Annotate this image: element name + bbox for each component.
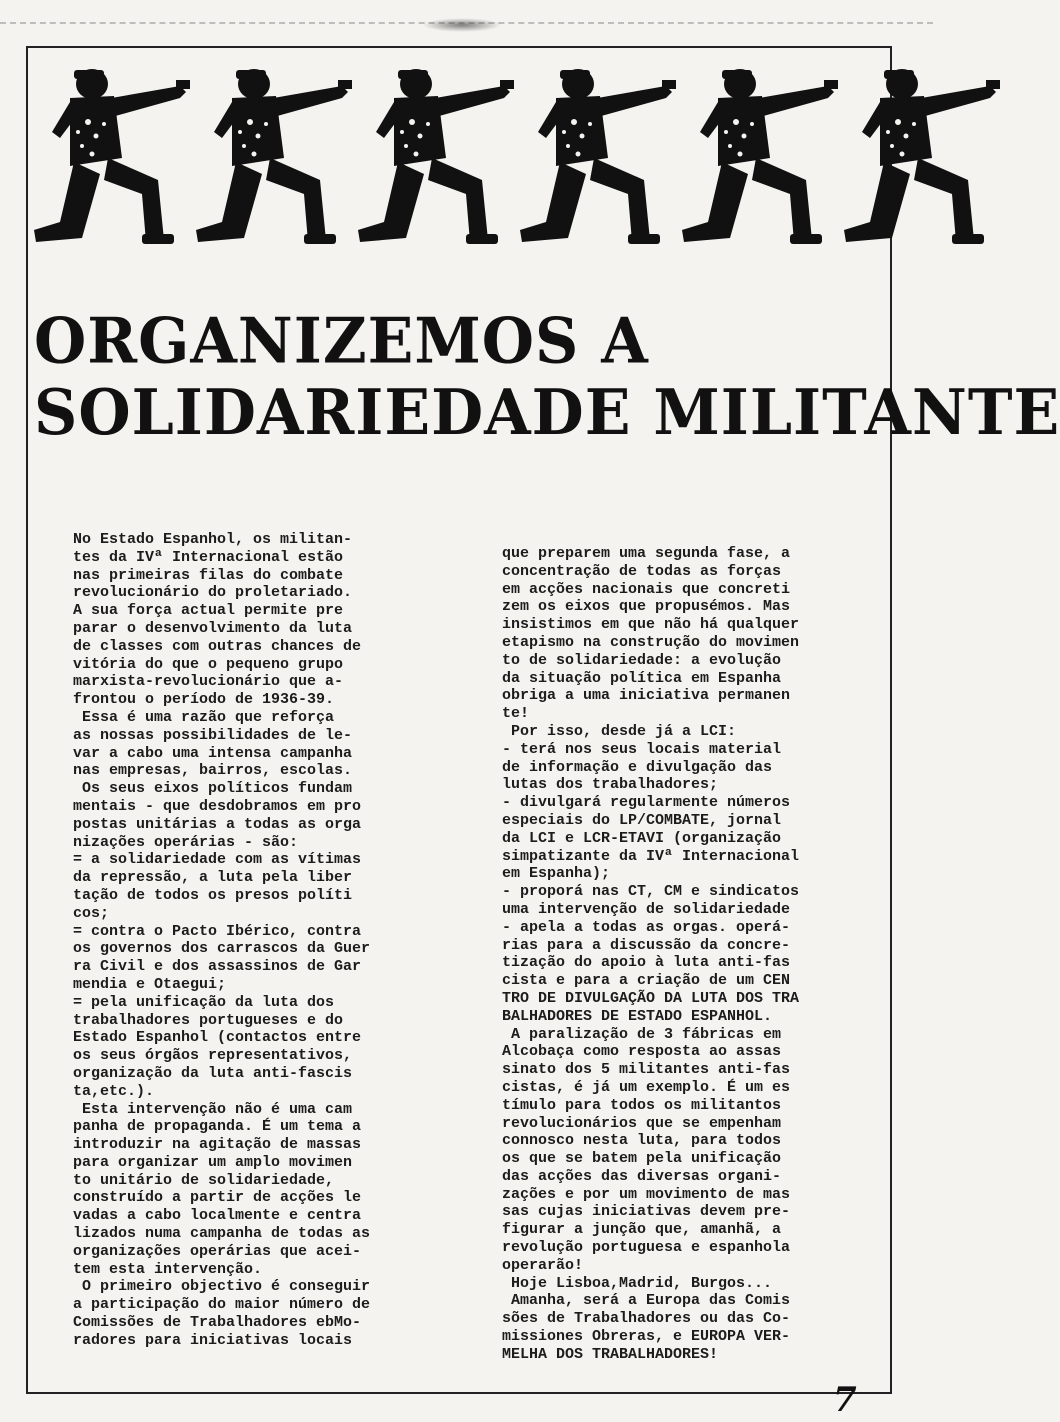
text-line: cistas, é já um exemplo. É um es [502, 1078, 791, 1096]
text-line: te! [502, 705, 530, 723]
text-line: construído a partir de acções le [73, 1189, 362, 1207]
text-line: nas empresas, bairros, escolas. [73, 762, 353, 780]
text-line: Por isso, desde já a LCI: [502, 722, 737, 740]
text-line: tização do apoio à luta anti-fas [502, 954, 791, 972]
text-line: sões de Trabalhadores ou das Co- [502, 1310, 791, 1328]
text-line: marxista-revolucionário que a- [73, 673, 344, 691]
text-line: ra Civil e dos assassinos de Gar [73, 958, 362, 976]
text-line: a participação do maior número de [73, 1296, 371, 1314]
headline-line-2: SOLIDARIEDADE MILITANTE [34, 376, 1060, 450]
text-line: - divulgará regularmente números [502, 794, 791, 812]
text-line: nas primeiras filas do combate [73, 566, 344, 584]
text-line: lizados numa campanha de todas as [73, 1225, 371, 1243]
text-line: introduzir na agitação de massas [73, 1136, 362, 1154]
text-line: revolução portuguesa e espanhola [502, 1239, 791, 1257]
text-line: etapismo na construção do movimen [502, 633, 800, 651]
text-line: vadas a cabo localmente e centra [73, 1207, 362, 1225]
text-line: concentração de todas as forças [502, 562, 782, 580]
text-line: Amanha, será a Europa das Comis [502, 1292, 791, 1310]
text-line: de informação e divulgação das [502, 758, 773, 776]
text-line: os que se batem pela unificação [502, 1150, 782, 1168]
text-line: Comissões de Trabalhadores ebMo- [73, 1314, 362, 1332]
text-line: zações e por um movimento de mas [502, 1185, 791, 1203]
text-line: nizações operárias - são: [73, 833, 299, 851]
text-line: missiones Obreras, e EUROPA VER- [502, 1328, 791, 1346]
kneeling-gunman-silhouette-icon [516, 62, 686, 247]
text-line: zem os eixos que propusémos. Mas [502, 598, 791, 616]
text-line: revolucionário do proletariado. [73, 584, 353, 602]
text-line: Alcobaça como resposta ao assas [502, 1043, 782, 1061]
text-line: postas unitárias a todas as orga [73, 815, 362, 833]
text-line: = contra o Pacto Ibérico, contra [73, 922, 362, 940]
text-line: mendia e Otaegui; [73, 975, 227, 993]
kneeling-gunman-silhouette-icon [354, 62, 524, 247]
text-line: Esta intervenção não é uma cam [73, 1100, 353, 1118]
text-line: lutas dos trabalhadores; [502, 776, 719, 794]
text-line: uma intervenção de solidariedade [502, 900, 791, 918]
text-line: radores para iniciativas locais [73, 1331, 353, 1349]
text-line: parar o desenvolvimento da luta [73, 619, 353, 637]
top-smudge [422, 18, 502, 32]
text-line: da situação política em Espanha [502, 669, 782, 687]
text-line: MELHA DOS TRABALHADORES! [502, 1345, 719, 1363]
page-number: 7 [833, 1380, 857, 1420]
headline [34, 304, 1060, 450]
text-line: - terá nos seus locais material [502, 740, 782, 758]
text-line: vitória do que o pequeno grupo [73, 655, 344, 673]
kneeling-gunman-silhouette-icon [192, 62, 362, 247]
text-line: cista e para a criação de um CEN [502, 972, 791, 990]
text-line: O primeiro objectivo é conseguir [73, 1278, 371, 1296]
text-line: os seus órgãos representativos, [73, 1047, 353, 1065]
text-line: de classes com outras chances de [73, 637, 362, 655]
soldier-banner [30, 62, 888, 247]
text-line: tação de todos os presos políti [73, 886, 353, 904]
text-line: em acções nacionais que concreti [502, 580, 791, 598]
left-column [73, 531, 443, 1350]
text-line: A paralização de 3 fábricas em [502, 1025, 782, 1043]
text-line: Essa é uma razão que reforça [73, 708, 335, 726]
text-line: ta,etc.). [73, 1082, 155, 1100]
text-line: No Estado Espanhol, os militan- [73, 531, 353, 548]
text-line: da repressão, a luta pela liber [73, 869, 353, 887]
text-line: var a cabo uma intensa campanha [73, 744, 353, 762]
text-line: insistimos em que não há qualquer [502, 616, 800, 634]
text-line: - apela a todas as orgas. operá- [502, 918, 791, 936]
text-line: panha de propaganda. É um tema a [73, 1118, 362, 1136]
text-line: organizações operárias que acei- [73, 1242, 362, 1260]
text-line: BALHADORES DE ESTADO ESPANHOL. [502, 1007, 773, 1025]
kneeling-gunman-silhouette-icon [840, 62, 1010, 247]
text-line: A sua força actual permite pre [73, 602, 344, 620]
text-line: cos; [73, 904, 110, 922]
text-line: obriga a uma iniciativa permanen [502, 687, 791, 705]
text-line: os governos dos carrascos da Guer [73, 940, 371, 958]
text-line: to unitário de solidariedade, [73, 1171, 335, 1189]
text-line: revolucionários que se empenham [502, 1114, 782, 1132]
text-line: tem esta intervenção. [73, 1260, 263, 1278]
text-line: das acções das diversas organi- [502, 1167, 782, 1185]
text-line: = pela unificação da luta dos [73, 993, 335, 1011]
text-line: = a solidariedade com as vítimas [73, 851, 362, 869]
text-line: Os seus eixos políticos fundam [73, 780, 353, 798]
right-column [502, 545, 872, 1364]
text-line: trabalhadores portugueses e do [73, 1011, 344, 1029]
text-line: sinato dos 5 militantes anti-fas [502, 1061, 791, 1079]
text-line: to de solidariedade: a evolução [502, 651, 782, 669]
text-line: tímulo para todos os militantos [502, 1096, 782, 1114]
text-line: mentais - que desdobramos em pro [73, 797, 362, 815]
text-line: - proporá nas CT, CM e sindicatos [502, 883, 800, 901]
text-line: tes da IVª Internacional estão [73, 548, 344, 566]
kneeling-gunman-silhouette-icon [678, 62, 848, 247]
text-line: especiais do LP/COMBATE, jornal [502, 811, 782, 829]
text-line: Hoje Lisboa,Madrid, Burgos... [502, 1274, 773, 1292]
text-line: Estado Espanhol (contactos entre [73, 1029, 362, 1047]
text-line: figurar a junção que, amanhã, a [502, 1221, 782, 1239]
text-line: para organizar um amplo movimen [73, 1153, 353, 1171]
text-line: organização da luta anti-fascis [73, 1064, 353, 1082]
kneeling-gunman-silhouette-icon [30, 62, 200, 247]
text-line: simpatizante da IVª Internacional [502, 847, 800, 865]
text-line: as nossas possibilidades de le- [73, 726, 353, 744]
text-line: em Espanha); [502, 865, 611, 883]
text-line: TRO DE DIVULGAÇÃO DA LUTA DOS TRA [502, 989, 800, 1007]
text-line: rias para a discussão da concre- [502, 936, 791, 954]
text-line: operarão! [502, 1256, 584, 1274]
text-line: frontou o período de 1936-39. [73, 691, 335, 709]
headline-line-1: ORGANIZEMOS A [34, 304, 649, 379]
text-line: que preparem uma segunda fase, a [502, 545, 791, 562]
text-line: da LCI e LCR-ETAVI (organização [502, 829, 782, 847]
text-line: sas cujas iniciativas devem pre- [502, 1203, 791, 1221]
text-line: connosco nesta luta, para todos [502, 1132, 782, 1150]
